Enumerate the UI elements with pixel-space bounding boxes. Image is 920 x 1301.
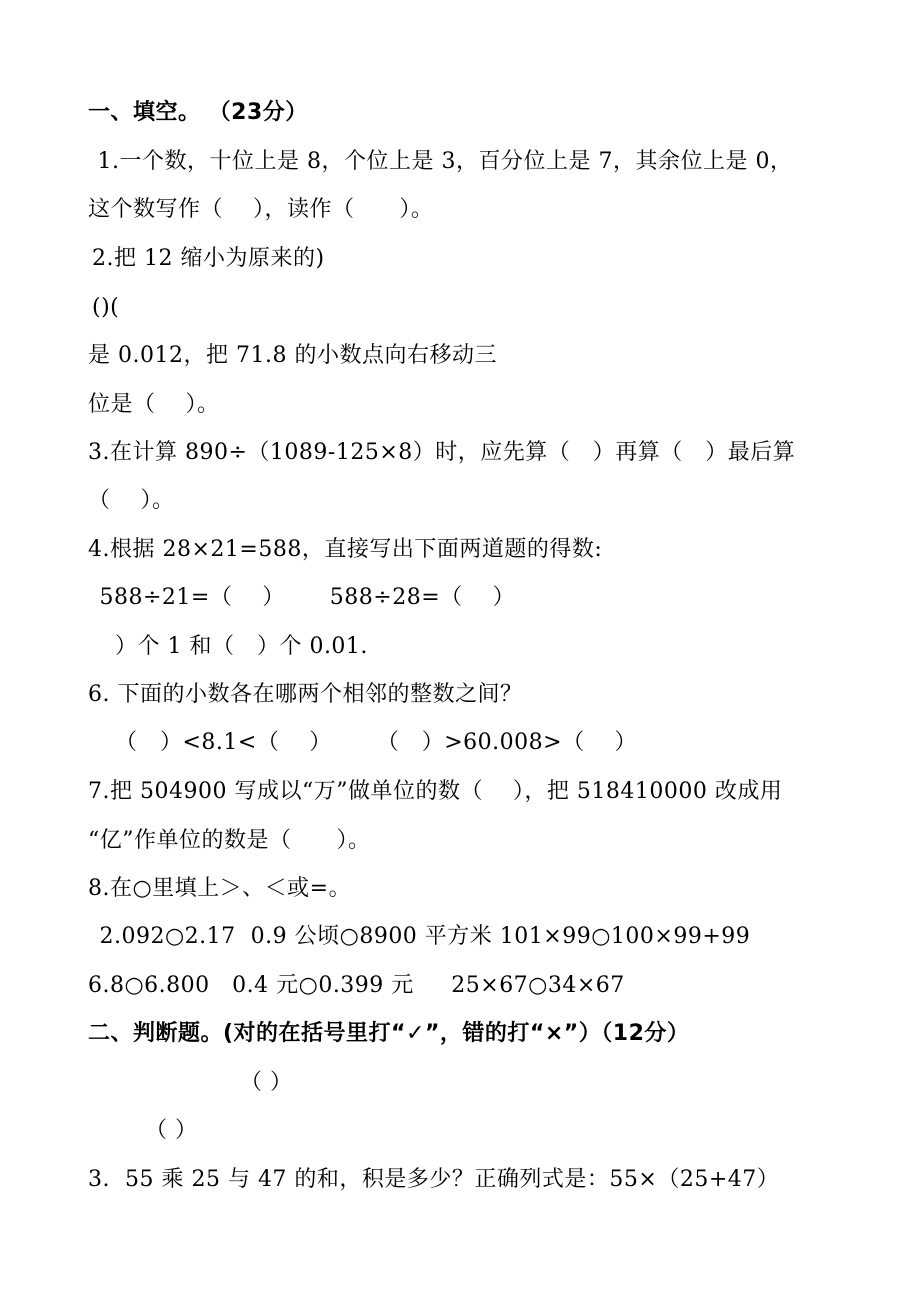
section1-heading: 一、填空。 （23分） xyxy=(88,100,308,125)
q3-line1: 3.在计算 890÷（1089-125×8）时，应先算（ ）再算（ ）最后算 xyxy=(88,440,796,465)
q7-line1: 7.把 504900 写成以“万”做单位的数（ ），把 518410000 改成用 xyxy=(88,779,783,804)
section2-heading: 二、判断题。(对的在括号里打“✓”，错的打“×”）（12分） xyxy=(88,1021,690,1046)
q4-line2: 588÷21=（ ） 588÷28=（ ） xyxy=(92,585,516,610)
q1-line1: 1.一个数，十位上是 8，个位上是 3，百分位上是 7，其余位上是 0， xyxy=(90,149,793,174)
q2-line3: 是 0.012，把 71.8 的小数点向右移动三 xyxy=(88,343,497,368)
q2-line4: 位是（ ）。 xyxy=(88,392,220,417)
q2-line2: ()( xyxy=(92,295,120,320)
q6-line2: （ ）<8.1<（ ） （ ）>60.008>（ ） xyxy=(100,730,638,755)
q2-line1: 2.把 12 缩小为原来的) xyxy=(92,246,325,271)
judgment-item1-blank: （ ） xyxy=(240,1070,293,1095)
q8-line1: 8.在○里填上＞、＜或=。 xyxy=(88,876,352,901)
q4-line1: 4.根据 28×21=588，直接写出下面两道题的得数: xyxy=(88,537,603,562)
q8-line2: 2.092○2.17 0.9 公顷○8900 平方米 101×99○100×99+99 xyxy=(92,924,751,949)
q3-line2: （ ）。 xyxy=(88,488,175,513)
q7-line2: “亿”作单位的数是（ ）。 xyxy=(88,828,371,853)
q1-line2: 这个数写作（ ），读作（ ）。 xyxy=(88,197,434,222)
q8-line3: 6.8○6.800 0.4 元○0.399 元 25×67○34×67 xyxy=(88,973,625,998)
judgment-item3: 3. 55 乘 25 与 47 的和，积是多少？正确列式是：55×（25+47） xyxy=(88,1167,780,1192)
judgment-item2-blank: （ ） xyxy=(145,1118,198,1143)
q6-line1: 6. 下面的小数各在哪两个相邻的整数之间？ xyxy=(88,682,523,707)
q5-fragment: ）个 1 和（ ）个 0.01. xyxy=(100,634,368,659)
